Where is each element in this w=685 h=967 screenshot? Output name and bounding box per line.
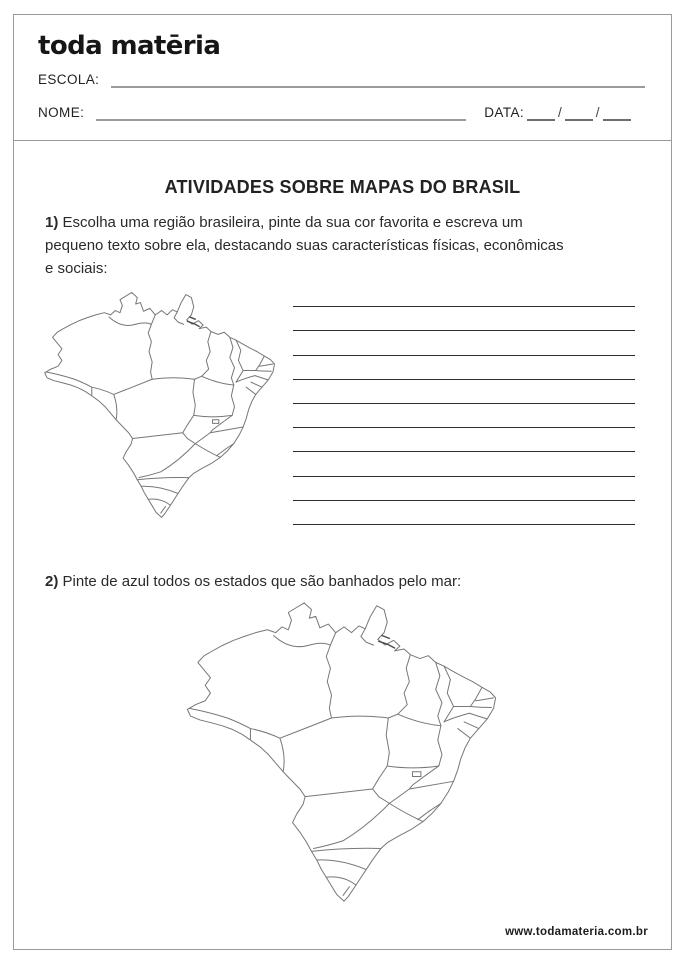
data-group: [484, 105, 633, 121]
toda-materia-logo: toda matēria: [38, 31, 221, 61]
nome-row: [38, 105, 645, 121]
question-1: [45, 211, 641, 280]
header-box: [13, 14, 672, 141]
question-1-line-3: e sociais:: [45, 260, 108, 277]
writing-line[interactable]: [293, 380, 635, 404]
footer-url: www.todamateria.com.br: [505, 926, 648, 938]
nome-input-line[interactable]: [96, 116, 466, 121]
date-field-month[interactable]: [565, 116, 593, 121]
escola-input-line[interactable]: [111, 83, 645, 88]
date-separator: /: [558, 105, 562, 121]
data-label: DATA:: [484, 105, 525, 120]
question-2-number: 2): [45, 573, 59, 590]
nome-label: NOME:: [38, 105, 85, 120]
writing-line[interactable]: [293, 501, 635, 525]
writing-line[interactable]: [293, 356, 635, 380]
date-field-year[interactable]: [603, 116, 631, 121]
writing-line[interactable]: [293, 404, 635, 428]
question-1-line-1: 1) Escolha uma região brasileira, pinte da sua cor favorita e escreva um: [45, 214, 523, 231]
writing-line[interactable]: [293, 307, 635, 331]
question-2: [45, 570, 641, 593]
question-1-line-2: pequeno texto sobre ela, destacando suas características físicas, econômicas: [45, 237, 564, 254]
brazil-states-map-large[interactable]: [181, 601, 503, 906]
writing-line[interactable]: [293, 428, 635, 452]
page-title: ATIVIDADES SOBRE MAPAS DO BRASIL: [164, 177, 521, 197]
escola-row: [38, 72, 645, 88]
brazil-states-map-small[interactable]: [40, 291, 280, 521]
writing-line[interactable]: [293, 452, 635, 476]
main-content-box: [13, 141, 672, 950]
date-separator: /: [595, 105, 600, 121]
writing-line[interactable]: [293, 477, 635, 501]
writing-line[interactable]: [293, 331, 635, 355]
writing-line[interactable]: [293, 283, 635, 307]
question-1-number: 1): [45, 214, 59, 231]
date-field-day[interactable]: [527, 116, 555, 121]
writing-lines-block: [293, 283, 635, 525]
question-2-text: Pinte de azul todos os estados que são banhados pelo mar:: [62, 573, 462, 590]
escola-label: ESCOLA:: [38, 72, 100, 87]
